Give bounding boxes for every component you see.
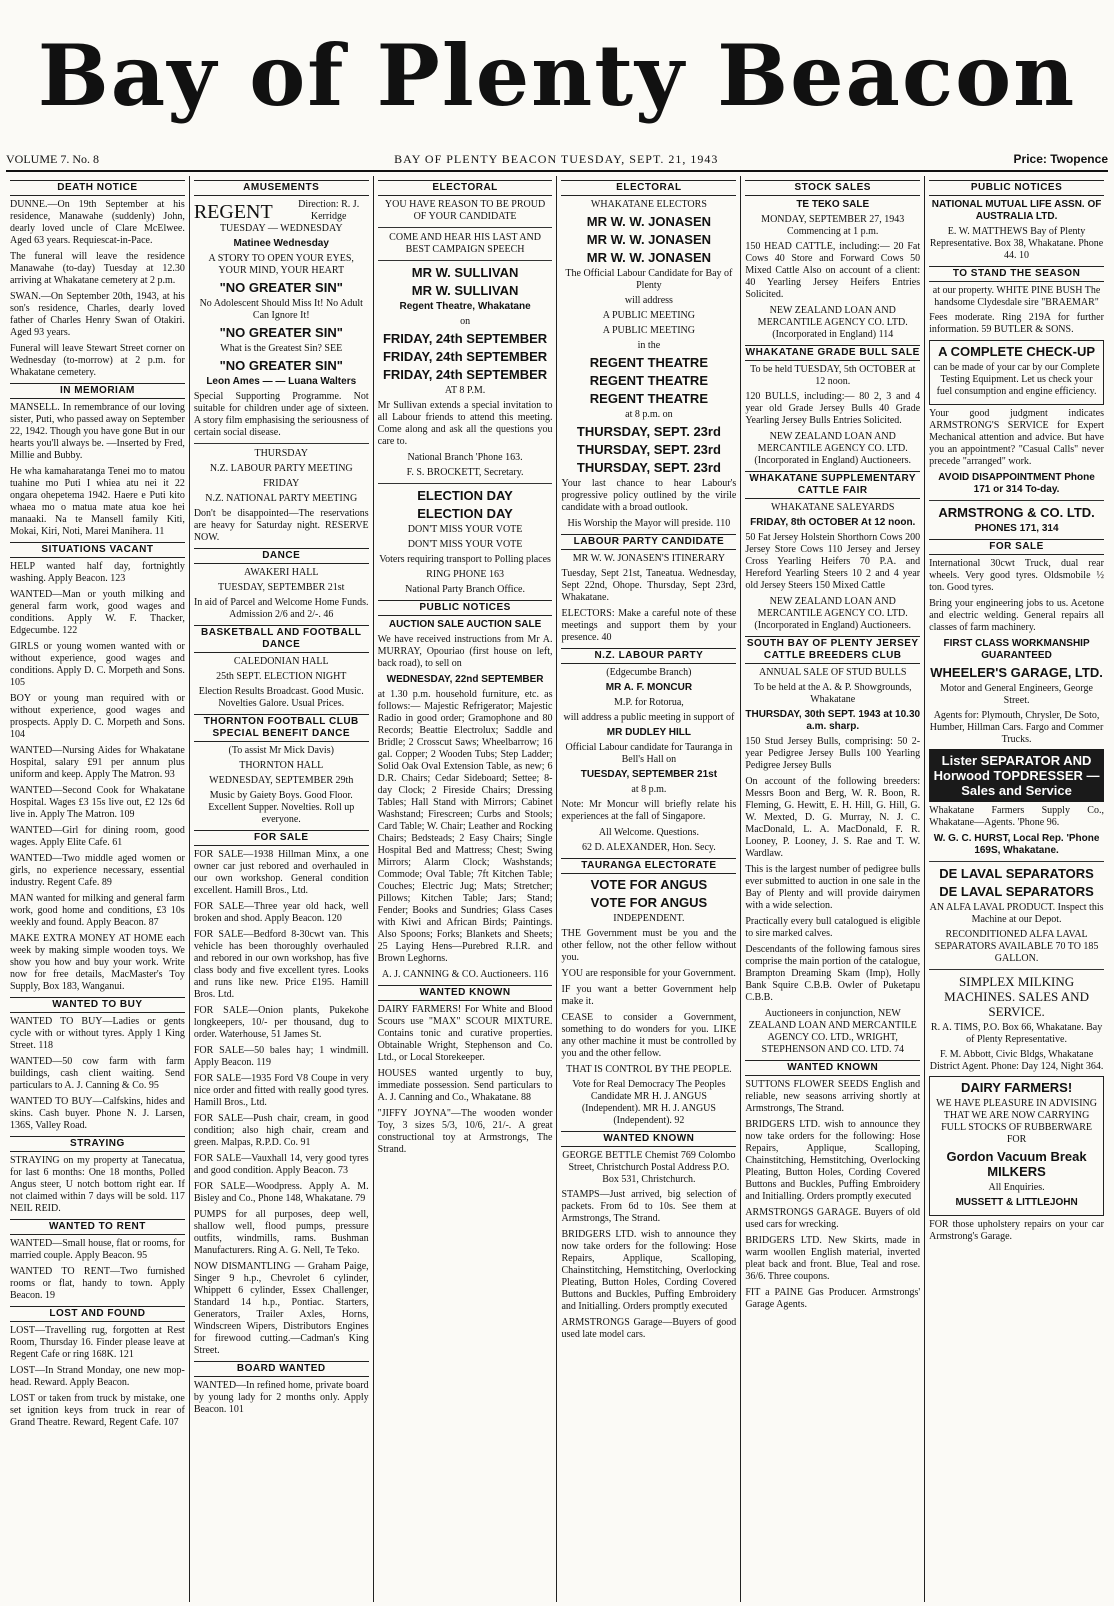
ad-line: Your last chance to hear Labour's progressive policy outlined by the virile candidate with a broad outlook. [561, 478, 737, 513]
ad-line: RECONDITIONED ALFA LAVAL SEPARATORS AVAILABLE 70 TO 185 GALLON. [934, 929, 1099, 964]
ad-line: PHONES 171, 314 [974, 523, 1059, 534]
ad-line: Note: Mr Moncur will briefly relate his experiences at the fall of Singapore. [561, 799, 737, 822]
ad-line: Motor and General Engineers, George Street. [940, 683, 1093, 706]
ad-line: F. S. BROCKETT, Secretary. [406, 467, 524, 478]
section-heading: BASKETBALL AND FOOTBALL DANCE [194, 625, 369, 653]
candidate-name: MR W. W. JONASEN [586, 214, 712, 229]
ad-line: A STORY TO OPEN YOUR EYES, YOUR MIND, YOUR HEART [208, 253, 354, 276]
ad-line: (To assist Mr Mick Davis) [228, 745, 334, 756]
section-heading: LOST AND FOUND [10, 1306, 185, 1322]
product-name: DE LAVAL SEPARATORS [939, 866, 1094, 881]
venue: REGENT THEATRE [589, 391, 708, 406]
regent-title: REGENT [193, 201, 273, 223]
ad-line: DON'T MISS YOUR VOTE [407, 539, 523, 550]
ad-line: In aid of Parcel and Welcome Home Funds. Admission 2/6 and 2/-. 46 [193, 597, 369, 620]
ad-line: YOU are responsible for your Government. [561, 968, 736, 979]
dateline-center: BAY OF PLENTY BEACON TUESDAY, SEPT. 21, 1943 [394, 151, 719, 166]
ad-line: Matinee Wednesday [233, 238, 329, 249]
ad-line: WEDNESDAY, SEPTEMBER 29th [209, 775, 354, 786]
ad-line: This is the largest number of pedigree bulls ever submitted to auction in one sale in the Bay of Plenty and will provide dairymen with a wide selection. [745, 864, 921, 911]
auctioneer: NEW ZEALAND LOAN AND MERCANTILE AGENCY CO. LTD. (Incorporated in England) 114 [757, 305, 908, 340]
ad-line: 25th SEPT. ELECTION NIGHT [216, 671, 347, 682]
ad-line: FIRST CLASS WORKMANSHIP GUARANTEED [943, 638, 1090, 661]
ad-line: NATIONAL MUTUAL LIFE ASSN. OF AUSTRALIA LTD. [931, 199, 1102, 222]
venue: REGENT THEATRE [589, 355, 708, 370]
death-notice: DUNNE.—On 19th September at his residence, Manawahe (suddenly) John, dearly loved uncle of Clare McElwee. Aged 63 years. Requiescat-in-Pace. [10, 199, 185, 246]
ad-line: IF you want a better Government help make it. [561, 984, 737, 1007]
ad-line: Mr Sullivan extends a special invitation to all Labour friends to attend this meeting. Come along and ask all the questions you care to. [377, 400, 553, 447]
section-heading: ELECTORAL [378, 180, 553, 196]
ad-line: Descendants of the following famous sires comprise the main portion of the catalogue, Brampton Dreaming Skam (Imp), Holly Bank Squire C.B.B. Owler of Puketapu C.B.B. [745, 944, 921, 1003]
ad-line: A PUBLIC MEETING [602, 310, 696, 321]
ad-line: All Welcome. Questions. [598, 827, 699, 838]
column-5 [740, 176, 924, 1602]
auctioneer: A. J. CANNING & CO. Auctioneers. 116 [381, 969, 549, 980]
business-name: WHEELER'S GARAGE, LTD. [930, 665, 1103, 680]
memoriam-notice: He wha kamaharatanga Tenei mo to matou tuahine mo Puti I whiea atu nei it 22 ongara ohepetema 1942. Haere e Puti kito whaea mo o matua mate atua koe hei manaaki. Na te Mansell family Kiti, Mokai, Kiri, Noti, Marei Manihera. 11 [10, 466, 185, 537]
ad-line: F. M. Abbott, Civic Bldgs, Whakatane District Agent. Phone: Day 124, Night 364. [929, 1049, 1104, 1072]
classified-ad: WANTED—Girl for dining room, good wages. Apply Elite Cafe. 61 [10, 825, 185, 848]
ad-line: N.Z. NATIONAL PARTY MEETING [205, 493, 358, 504]
checkup-ad [929, 340, 1104, 405]
memoriam-notice: MANSELL. In remembrance of our loving sister, Puti, who passed away on September 22, 1942. Though you have gone But in our hearts you'll always be. —Inserted by Fred, Millie and Bubby. [10, 402, 185, 461]
ad-line: TUESDAY — WEDNESDAY [219, 223, 343, 234]
vote-slogan: VOTE FOR ANGUS [590, 895, 708, 910]
venue: REGENT THEATRE [589, 373, 708, 388]
auctioneer: Auctioneers in conjunction, NEW ZEALAND LOAN AND MERCANTILE AGENCY CO. LTD., WRIGHT, STEPHENSON AND CO. LTD. 74 [748, 1008, 917, 1055]
ad-title: DAIRY FARMERS! [960, 1080, 1073, 1095]
ad-line: FOR those upholstery repairs on your car Armstrong's Garage. [929, 1219, 1104, 1242]
classified-ad: FOR SALE—Three year old hack, well broken and shod. Apply Beacon. 120 [193, 901, 369, 924]
section-heading: THORNTON FOOTBALL CLUB SPECIAL BENEFIT DANCE [194, 714, 369, 742]
classified-ad: FOR SALE—Onion plants, Pukekohe longkeepers, 10/- per thousand, dug to order. Waterhouse, 51 James St. [193, 1005, 369, 1040]
classified-ad: ARMSTRONGS GARAGE. Buyers of old used cars for wrecking. [745, 1207, 921, 1230]
section-heading: WANTED KNOWN [378, 985, 553, 1001]
ad-line: WHAKATANE SALEYARDS [771, 502, 895, 513]
auction-heading: AUCTION SALE AUCTION SALE [388, 619, 542, 630]
section-heading: FOR SALE [929, 539, 1104, 555]
ad-line: (Edgecumbe Branch) [606, 667, 692, 678]
column-1 [6, 176, 189, 1602]
classified-ad: WANTED—Two middle aged women or girls, no experience necessary, essential industry. Regent Cafe. 89 [10, 853, 185, 888]
ad-line: Whakatane Farmers Supply Co., Whakatane—Agents. 'Phone 96. [929, 805, 1104, 828]
ad-line: CALEDONIAN HALL [233, 656, 329, 667]
column-3 [373, 176, 557, 1602]
ad-line: Tuesday, Sept 21st, Taneatua. Wednesday, Sept 22nd, Ohope. Thursday, Sept 23rd, Whakatane. [561, 568, 737, 603]
section-heading: WHAKATANE GRADE BULL SALE [745, 345, 920, 361]
classified-ad: LOST—In Strand Monday, one new mop-head. Reward. Apply Beacon. [10, 1365, 185, 1388]
column-4 [556, 176, 740, 1602]
ad-line: THAT IS CONTROL BY THE PEOPLE. [566, 1064, 732, 1075]
volume-number: VOLUME 7. No. 8 [6, 151, 99, 166]
column-6 [924, 176, 1108, 1602]
classified-ad: NOW DISMANTLING — Graham Paige, Singer 9 h.p., Chevrolet 6 cylinder, Whippett 6 cylinder, Essex Challenger, Standard 14 h.p., Pontiac. Starters, Generators, Trailer Axles, Horns, Windscreen Wipers, Distributors Engines for firewood cutting.—Cadman's King Street. [193, 1261, 369, 1356]
classified-ad: FIT a PAINE Gas Producer. Armstrongs' Garage Agents. [745, 1287, 921, 1310]
ad-line: RING PHONE 163 [426, 569, 504, 580]
section-heading: LABOUR PARTY CANDIDATE [561, 534, 736, 550]
classified-ad: LOST—Travelling rug, forgotten at Rest Room, Thursday 16. Finder please leave at Regent Cafe or ring 168K. 121 [10, 1325, 185, 1360]
ad-line: 62 D. ALEXANDER, Hon. Secy. [582, 842, 716, 853]
classified-ad: FOR SALE—1938 Hillman Minx, a one owner car just rebored and overhauled in our own workshop. General condition excellent. Hamill Bros., Ltd. [193, 849, 369, 896]
ad-line: Bring your engineering jobs to us. Acetone and electric welding. General repairs all classes of farm machinery. [929, 598, 1104, 633]
classified-ad: MAN wanted for milking and general farm work, good home and conditions, £3 10s weekly and found. Apply Beacon. 87 [10, 893, 185, 928]
section-heading: STOCK SALES [745, 180, 920, 196]
event-date: FRIDAY, 8th OCTOBER At 12 noon. [750, 517, 916, 528]
product-name: SIMPLEX MILKING MACHINES. SALES AND SERVICE. [944, 974, 1089, 1019]
section-heading: AMUSEMENTS [194, 180, 369, 196]
event-date: TUESDAY, SEPTEMBER 21st [580, 769, 718, 780]
section-heading: SITUATIONS VACANT [10, 542, 185, 558]
ad-line: Agents for: Plymouth, Chrysler, De Soto, Humber, Hillman Cars. Fargo and Commer Trucks. [929, 710, 1104, 745]
columns [6, 176, 1108, 1602]
classified-ad: GIRLS or young women wanted with or without experience, good wages and conditions. Apply D. C. Morpeth and Sons. 105 [10, 641, 185, 688]
section-heading: TAURANGA ELECTORATE [561, 858, 736, 874]
classified-ad: FOR SALE—1935 Ford V8 Coupe in very nice order and fitted with really good tyres. Hamill Bros., Ltd. [193, 1073, 369, 1108]
ad-line: FRIDAY [263, 478, 300, 489]
ad-line: We have received instructions from Mr A. MURRAY, Opouriao (first house on left, back road), to sell on [377, 634, 553, 669]
ad-line: 50 Fat Jersey Holstein Shorthorn Cows 200 Jersey Store Cows 110 Jersey and Jersey Cross Yearling Heifers 70 P.A. and Hereford Yearling Steers 10 2 and 4 year old Jersey Steers 150 Mixed Cattle [745, 532, 921, 591]
classified-ad: WANTED—Small house, flat or rooms, for married couple. Apply Beacon. 95 [10, 1238, 185, 1261]
dairy-ad [929, 1076, 1104, 1216]
ad-line: at 1.30 p.m. household furniture, etc. as follows:— Majestic Refrigerator; Majestic Radio in good order; Gramophone and 80 Records; Beattie Electrolux; Saddle and Bridle; 2 Crosscut Saws; Wheelbarrow; 16 gal. Copper; 2 Wooden Tubs; Step Ladder; Solid Oak Oval Extension Table, as new; 6 D.R. Chairs; Cedar Sideboard; Settee; 8-day Clock; 2 Fireside Chairs; Dressing Tables; Hall Stand with Mirrors; Cabinet Washstand; Firescreen; Curbs and Stools; Card Table; W. Chair; Leather and Rocking Chairs; Bedsteads; 2 Easy Chairs; Single Hospital Bed and Mattress; Chest; Swing Mirrors; Alarm Clock; Washstands; Commode; Oval Table; 7ft Kitchen Table; Couches; Electric Jug; Mats; Stretcher; Pillows; Kitchen Table; Jars; Stand; Fender; Books and Sundries; Glass Cases with Kiwi and African Birds; Paintings. Also Spoons; Forks; Blankets and Sheets; 25 Laying Hens—Purebred R.I.R. and Brown Leghorns. [377, 689, 553, 964]
ad-line: International 30cwt Truck, dual rear wheels. Very good tyres. Oldsmobile ½ ton. Good tyres. [929, 558, 1104, 593]
ad-line: MR W. W. JONASEN'S ITINERARY [572, 553, 726, 564]
business-name: ARMSTRONG & CO. LTD. [938, 505, 1095, 520]
classified-ad: WANTED TO BUY—Ladies or gents cycle with or without tyres. Apply 1 King Street. 118 [10, 1016, 185, 1051]
ad-line: Don't be disappointed—The reservations are heavy for Saturday night. RESERVE NOW. [193, 508, 369, 543]
section-heading: BOARD WANTED [194, 1361, 369, 1377]
ad-line: in the [637, 340, 661, 351]
ad-line: AVOID DISAPPOINTMENT Phone 171 or 314 To-day. [938, 472, 1095, 495]
election-day: ELECTION DAY [417, 488, 513, 503]
product-name: Gordon Vacuum Break MILKERS [946, 1149, 1087, 1179]
ad-line: N.Z. LABOUR PARTY MEETING [209, 463, 353, 474]
section-heading: WANTED TO RENT [10, 1219, 185, 1235]
classified-ad: DAIRY FARMERS! For White and Blood Scours use "MAX" SCOUR MIXTURE. Contains tonic and curative properties. Obtainable Wright, Stephenson and Co. Ltd., or Local Storekeeper. [377, 1004, 553, 1063]
section-heading: WANTED TO BUY [10, 997, 185, 1013]
classified-ad: BRIDGERS LTD. wish to announce they now take orders for the following: Hose Repairs, Applique, Scalloping, Chainstitching, Hemstitching, Overlocking Pleating, Button Holes, Cording Covered Buttons and Buckles, Puffing Embroidery and Initialling. Orders promptly executed [561, 1229, 737, 1312]
classified-ad: STRAYING on my property at Tanecatua, for last 6 months: One 18 months, Polled Angus steer, U notch bottom right ear. If not claimed within 7 days will be sold. 117 NEIL REID. [10, 1155, 185, 1214]
candidate-name: MR W. W. JONASEN [586, 250, 712, 265]
classified-ad: WANTED TO RENT—Two furnished rooms or flat, handy to town. Apply Beacon. 19 [10, 1266, 185, 1301]
ad-line: INDEPENDENT. [613, 913, 685, 924]
ad-line: 120 BULLS, including:— 80 2, 3 and 4 year old Grade Jersey Bulls 40 Grade Yearling Jersey Bulls Entries Solicited. [745, 391, 921, 426]
ad-line: R. A. TIMS, P.O. Box 66, Whakatane. Bay of Plenty Representative. [930, 1022, 1103, 1045]
event-date: THURSDAY, SEPT. 23rd [576, 424, 721, 439]
auctioneer: NEW ZEALAND LOAN AND MERCANTILE AGENCY CO. LTD. (Incorporated in England) Auctioneers. [754, 596, 912, 631]
section-heading: WANTED KNOWN [561, 1131, 736, 1147]
ad-line: Special Supporting Programme. Not suitable for children under age of sixteen. A story film emphasising the seriousness of certain social disease. [193, 391, 369, 438]
section-heading: WANTED KNOWN [745, 1060, 920, 1076]
ad-line: ANNUAL SALE OF STUD BULLS [759, 667, 907, 678]
film-title: "NO GREATER SIN" [219, 280, 343, 295]
ad-line: To be held at the A. & P. Showgrounds, Whakatane [753, 682, 912, 705]
section-heading: DEATH NOTICE [10, 180, 185, 196]
checkup-title: A COMPLETE CHECK-UP [938, 344, 1096, 359]
section-heading: SOUTH BAY OF PLENTY JERSEY CATTLE BREEDERS CLUB [745, 636, 920, 664]
ad-line: THORNTON HALL [239, 760, 324, 771]
death-notice: The funeral will leave the residence Manawahe (to-day) Tuesday at 12.30 arriving at Whakatane cemetery at 2 p.m. [10, 251, 185, 286]
classified-ad: "JIFFY JOYNA"—The wooden wonder Toy, 3 sizes 5/3, 10/6, 21/-. A great constructional toy at Armstrongs, The Strand. [377, 1108, 553, 1155]
death-notice: SWAN.—On September 20th, 1943, at his son's residence, Charles, dearly loved father of Charles Henry Swan of Otakiri. Aged 93 years. [10, 291, 185, 338]
classified-ad: SUTTONS FLOWER SEEDS English and reliable, new seasons arriving shortly at Armstrongs, The Strand. [745, 1079, 921, 1114]
death-notice: Funeral will leave Stewart Street corner on Wednesday (to-morrow) at 2 p.m. for Whakatane cemetery. [10, 343, 185, 378]
ad-line: On account of the following breeders: Messrs Boon and Berg, W. R. Boon, R. Fleming, G. Hewitt, E. H. Hill, G. Hill, G. W. Mexted, D. G. Murray, N. J. C. MacDonald, L. A. MacDonald, F. R. Looney, P. Looney, J. S. Rae and T. W. Wardlaw. [745, 776, 921, 859]
section-heading: FOR SALE [194, 830, 369, 846]
ad-line: Vote for Real Democracy The Peoples Candidate MR H. J. ANGUS (Independent). MR H. J. ANGUS (Independent). 92 [572, 1079, 726, 1126]
auction-date: WEDNESDAY, 22nd SEPTEMBER [386, 674, 544, 685]
classified-ad: WANTED—Man or youth milking and general farm work, good wages and conditions. Apply W. F. Thacker, Edgecumbe. 122 [10, 589, 185, 636]
ad-line: Voters requiring transport to Polling places [379, 554, 551, 565]
classified-ad: FOR SALE—Woodpress. Apply A. M. Bisley and Co., Phone 148, Whakatane. 79 [193, 1181, 369, 1204]
classified-ad: HELP wanted half day, fortnightly washing. Apply Beacon. 123 [10, 561, 185, 584]
section-heading: DANCE [194, 548, 369, 564]
product-name: DE LAVAL SEPARATORS [939, 884, 1094, 899]
ad-line: at 8 p.m. [631, 784, 667, 795]
column-2 [189, 176, 373, 1602]
ad-line: National Party Branch Office. [405, 584, 525, 595]
classified-ad: LOST or taken from truck by mistake, one set ignition keys from truck in rear of Grand Theatre. Reward, Regent Cafe. 107 [10, 1393, 185, 1428]
classified-ad: MAKE EXTRA MONEY AT HOME each week by making simple wooden toys. We show you how and buy your work. Write now for free details, MacMaster's Toy Supply, Box 183, Wanganui. [10, 933, 185, 992]
ad-line: Fees moderate. Ring 219A for further information. 59 BUTLER & SONS. [929, 312, 1104, 335]
price: Price: Twopence [1013, 152, 1108, 166]
event-date: FRIDAY, 24th SEPTEMBER [382, 367, 548, 382]
candidate-name: MR W. SULLIVAN [411, 283, 519, 298]
candidate-name: MR DUDLEY HILL [606, 727, 692, 738]
classified-ad: ARMSTRONGS Garage—Buyers of good used late model cars. [561, 1317, 737, 1340]
classified-ad: PUMPS for all purposes, deep well, shallow well, flood pumps, pressure outfits, windmills, rams. Bushman Manufacturers. Ring A. G. Nell, Te Teko. [193, 1209, 369, 1256]
auctioneer: NEW ZEALAND LOAN AND MERCANTILE AGENCY CO. LTD. (Incorporated in England) Auctioneers. [754, 431, 912, 466]
masthead-title: Bay of Plenty Beacon [37, 25, 1077, 125]
classified-ad: FOR SALE—Push chair, cream, in good condition; also high chair, cream and green. Malpas, R.P.D. Co. 91 [193, 1113, 369, 1148]
section-heading: IN MEMORIAM [10, 383, 185, 399]
ad-line: at our property. WHITE PINE BUSH The handsome Clydesdale sire "BRAEMAR" [932, 285, 1101, 308]
ad-line: The Official Labour Candidate for Bay of Plenty [565, 268, 733, 291]
section-heading: TO STAND THE SEASON [929, 266, 1104, 282]
classified-ad: FOR SALE—50 bales hay; 1 windmill. Apply Beacon. 119 [193, 1045, 369, 1068]
event-date: FRIDAY, 24th SEPTEMBER [382, 331, 548, 346]
classified-ad: WANTED TO BUY—Calfskins, hides and skins. Cash buyer. Phone N. J. Larsen, 136S, Valley Road. [10, 1096, 185, 1131]
ad-line: Your good judgment indicates ARMSTRONG'S SERVICE for Expert Mechanical attention and advice. But have you an appointment? "Casual Calls" never precede "arranged" work. [929, 408, 1104, 467]
section-heading: PUBLIC NOTICES [929, 180, 1104, 196]
classified-ad: GEORGE BETTLE Chemist 769 Colombo Street, Christchurch Postal Address P.O. Box 531, Christchurch. [562, 1150, 736, 1185]
cast: Leon Ames — — Luana Walters [206, 376, 357, 387]
ad-line: To be held TUESDAY, 5th OCTOBER at 12 noon. [750, 364, 916, 387]
vote-slogan: VOTE FOR ANGUS [590, 877, 708, 892]
ad-line: No Adolescent Should Miss It! No Adult Can Ignore It! [199, 298, 363, 321]
event-date: THURSDAY, SEPT. 23rd [576, 460, 721, 475]
ad-line: 150 Stud Jersey Bulls, comprising: 50 2-year Pedigree Jersey Bulls 100 Yearling Pedigree Jersey Bulls [745, 736, 921, 771]
ad-line: WHAKATANE ELECTORS [590, 199, 707, 210]
ad-line: MONDAY, SEPTEMBER 27, 1943 Commencing at 1 p.m. [761, 214, 905, 237]
ad-line: THE Government must be you and the other fellow, not the other fellow without you. [561, 928, 737, 963]
section-heading: PUBLIC NOTICES [378, 600, 553, 616]
section-heading: WHAKATANE SUPPLEMENTARY CATTLE FAIR [745, 471, 920, 499]
ad-line: 150 HEAD CATTLE, including:— 20 Fat Cows 40 Store and Forward Cows 50 Mixed Cattle Also on account of a client: 40 Yearling Jersey Heifers Entries Solicited. [745, 241, 921, 300]
ad-line: AWAKERI HALL [244, 567, 319, 578]
ad-line: on [460, 316, 471, 327]
ad-line: ELECTORS: Make a careful note of these meetings and support them by your presence. 40 [561, 608, 737, 643]
ad-line: TUESDAY, SEPTEMBER 21st [218, 582, 345, 593]
classified-ad: WANTED—Second Cook for Whakatane Hospital. Wages £3 15s live out, £2 12s 6d live in. Apply The Matron. 109 [10, 785, 185, 820]
ad-line: WE HAVE PLEASURE IN ADVISING THAT WE ARE NOW CARRYING FULL STOCKS OF RUBBERWARE FOR [936, 1098, 1098, 1145]
ad-line: DON'T MISS YOUR VOTE [407, 524, 523, 535]
classified-ad: FOR SALE—Bedford 8-30cwt van. This vehicle has been thoroughly overhauled and rebored in our own workshop, has five class body and five excellent tyres. Looks and runs like new. Price £195. Hamill Bros. Ltd. [193, 929, 369, 1000]
candidate-name: MR W. W. JONASEN [586, 232, 712, 247]
ad-line: will address a public meeting in support of [563, 712, 735, 723]
classified-ad: HOUSES wanted urgently to buy, immediate possession. Send particulars to A. J. Canning and Co., Whakatane. 88 [377, 1068, 553, 1103]
ad-line: National Branch 'Phone 163. [407, 452, 523, 463]
film-title: "NO GREATER SIN" [219, 325, 343, 340]
classified-ad: BOY or young man required with or without experience, good wages and prospects. Apply D. C. Morpeth and Sons. 104 [10, 693, 185, 740]
ad-line: Music by Gaiety Boys. Good Floor. Excellent Supper. Novelties. Roll up everyone. [208, 790, 355, 825]
ad-line: W. G. C. HURST, Local Rep. 'Phone 169S, Whakatane. [933, 833, 1100, 856]
ad-line: CEASE to consider a Government, something to do wonders for you. LIKE any other machine it must be controlled by you and the other fellow. [561, 1012, 737, 1059]
event-date: THURSDAY, 30th SEPT. 1943 at 10.30 a.m. sharp. [745, 709, 921, 732]
event-date: THURSDAY, SEPT. 23rd [576, 442, 721, 457]
ad-line: Official Labour candidate for Tauranga in Bell's Hall on [565, 742, 733, 765]
classified-ad: STAMPS—Just arrived, big selection of packets. From 6d to 10s. See them at Armstrongs, The Strand. [561, 1189, 737, 1224]
section-heading: STRAYING [10, 1136, 185, 1152]
ad-line: will address [624, 295, 673, 306]
ad-line: at 8 p.m. on [625, 409, 673, 420]
ad-line: M.P. for Rotorua, [614, 697, 684, 708]
ad-line: Practically every bull catalogued is eligible to sire marked calves. [745, 916, 921, 939]
election-day: ELECTION DAY [417, 506, 513, 521]
classified-ad: BRIDGERS LTD. New Skirts, made in warm woollen English material, inverted pleat back and front. Blue, Teal and rose. 36/6. Three coupons. [745, 1235, 921, 1282]
ad-line: THURSDAY [254, 448, 308, 459]
ad-line: His Worship the Mayor will preside. 110 [567, 518, 731, 529]
ad-line: E. W. MATTHEWS Bay of Plenty Representative. Box 38, Whakatane. Phone 44. 10 [929, 226, 1104, 261]
film-title: "NO GREATER SIN" [219, 358, 343, 373]
ad-line: What is the Greatest Sin? SEE [220, 343, 343, 354]
section-heading: N.Z. LABOUR PARTY [561, 648, 736, 664]
classified-ad: WANTED—Nursing Aides for Whakatane Hospital, salary £91 per annum plus uniform and keep. Apply The Matron. 93 [10, 745, 185, 780]
ad-line: A PUBLIC MEETING [602, 325, 696, 336]
ad-line: All Enquiries. [988, 1182, 1045, 1193]
sale-title: TE TEKO SALE [796, 199, 870, 210]
top-rule [6, 170, 1108, 172]
ad-line: COME AND HEAR HIS LAST AND BEST CAMPAIGN SPEECH [389, 232, 541, 255]
classified-ad: WANTED—In refined home, private board by young lady for 2 months only. Apply Beacon. 101 [193, 1380, 369, 1415]
ad-line: AT 8 P.M. [444, 385, 486, 396]
direction: Direction: R. J. Kerridge [298, 199, 360, 222]
ad-line: can be made of your car by our Complete Testing Equipment. Let us check your fuel consumption and engine efficiency. [933, 362, 1100, 397]
business-name: MUSSETT & LITTLEJOHN [955, 1197, 1078, 1208]
event-date: FRIDAY, 24th SEPTEMBER [382, 349, 548, 364]
classified-ad: WANTED—50 cow farm with farm buildings, cash client waiting. Send particulars to A. J. Canning & Co. 95 [10, 1056, 185, 1091]
classified-ad: BRIDGERS LTD. wish to announce they now take orders for the following: Hose Repairs, Applique, Scalloping, Chainstitching, Hemstitching, Overlocking Pleating, Button Holes, Cording Covered Buttons and Buckles, Puffing Embroidery and Initialling. Orders promptly executed [745, 1119, 921, 1202]
dateline [6, 152, 1108, 166]
lister-logo: Lister SEPARATOR AND Horwood TOPDRESSER — Sales and Service [929, 749, 1104, 802]
ad-line: YOU HAVE REASON TO BE PROUD OF YOUR CANDIDATE [384, 199, 546, 222]
classified-ad: FOR SALE—Vauxhall 14, very good tyres and good condition. Apply Beacon. 73 [193, 1153, 369, 1176]
section-heading: ELECTORAL [561, 180, 736, 196]
candidate-name: MR W. SULLIVAN [411, 265, 519, 280]
ad-line: AN ALFA LAVAL PRODUCT. Inspect this Machine at our Depot. [929, 902, 1104, 925]
ad-line: Election Results Broadcast. Good Music. Novelties Galore. Usual Prices. [198, 686, 364, 709]
venue: Regent Theatre, Whakatane [399, 301, 531, 312]
speaker-name: MR A. F. MONCUR [605, 682, 693, 693]
